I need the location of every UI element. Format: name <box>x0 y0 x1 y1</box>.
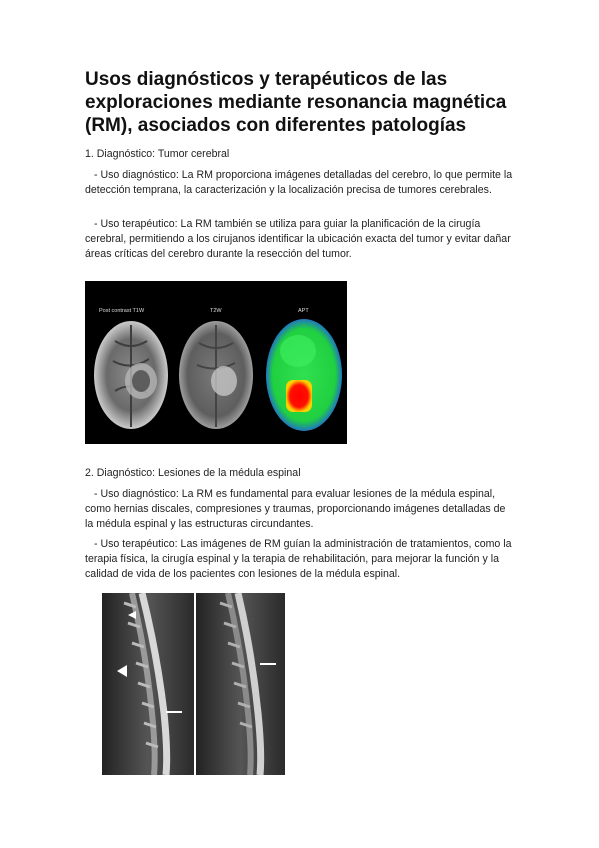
spine-panel-right <box>196 593 285 775</box>
section-1-therapeutic-text: - Uso terapéutico: La RM también se utiliza para guiar la planificación de la cirugía cerebral, permitiendo a los cirujanos identificar la ubicación exacta del tumor y evitar dañar áreas críticas del cerebro durante la resección del tumor. <box>85 218 511 260</box>
document-title: Usos diagnósticos y terapéuticos de las exploraciones mediante resonancia magnética (RM), asociados con diferentes patologías <box>85 69 507 136</box>
spine-panel-left <box>102 593 194 775</box>
panel-label-t2w: T2W <box>210 308 222 314</box>
mri-panel-apt <box>266 308 342 431</box>
panel-divider <box>194 593 196 775</box>
section-1-heading: 1. Diagnóstico: Tumor cerebral <box>85 148 230 160</box>
section-2-diagnostic-text: - Uso diagnóstico: La RM es fundamental para evaluar lesiones de la médula espinal, como hernias discales, compresiones y traumas, proporcionando imágenes detalladas de la médula espinal y las estructuras circundantes. <box>85 488 506 530</box>
spine-mri-figure <box>102 593 285 775</box>
panel-label-t1w: Post contrast T1W <box>99 308 145 314</box>
section-1-diagnostic-text: - Uso diagnóstico: La RM proporciona imágenes detalladas del cerebro, lo que permite la detección temprana, la caracterización y la localización precisa de tumores cerebrales. <box>85 169 513 196</box>
mri-panel-t2w <box>179 308 253 429</box>
section-2-heading: 2. Diagnóstico: Lesiones de la médula espinal <box>85 467 301 479</box>
panel-label-apt: APT <box>298 308 309 314</box>
brain-mri-figure <box>85 281 347 444</box>
mri-panel-t1w <box>94 308 168 429</box>
section-2-therapeutic-text: - Uso terapéutico: Las imágenes de RM guían la administración de tratamientos, como la terapia física, la cirugía espinal y la terapia de rehabilitación, para mejorar la función y la calidad de vida de los pacientes con lesiones de la médula espinal. <box>85 538 512 580</box>
